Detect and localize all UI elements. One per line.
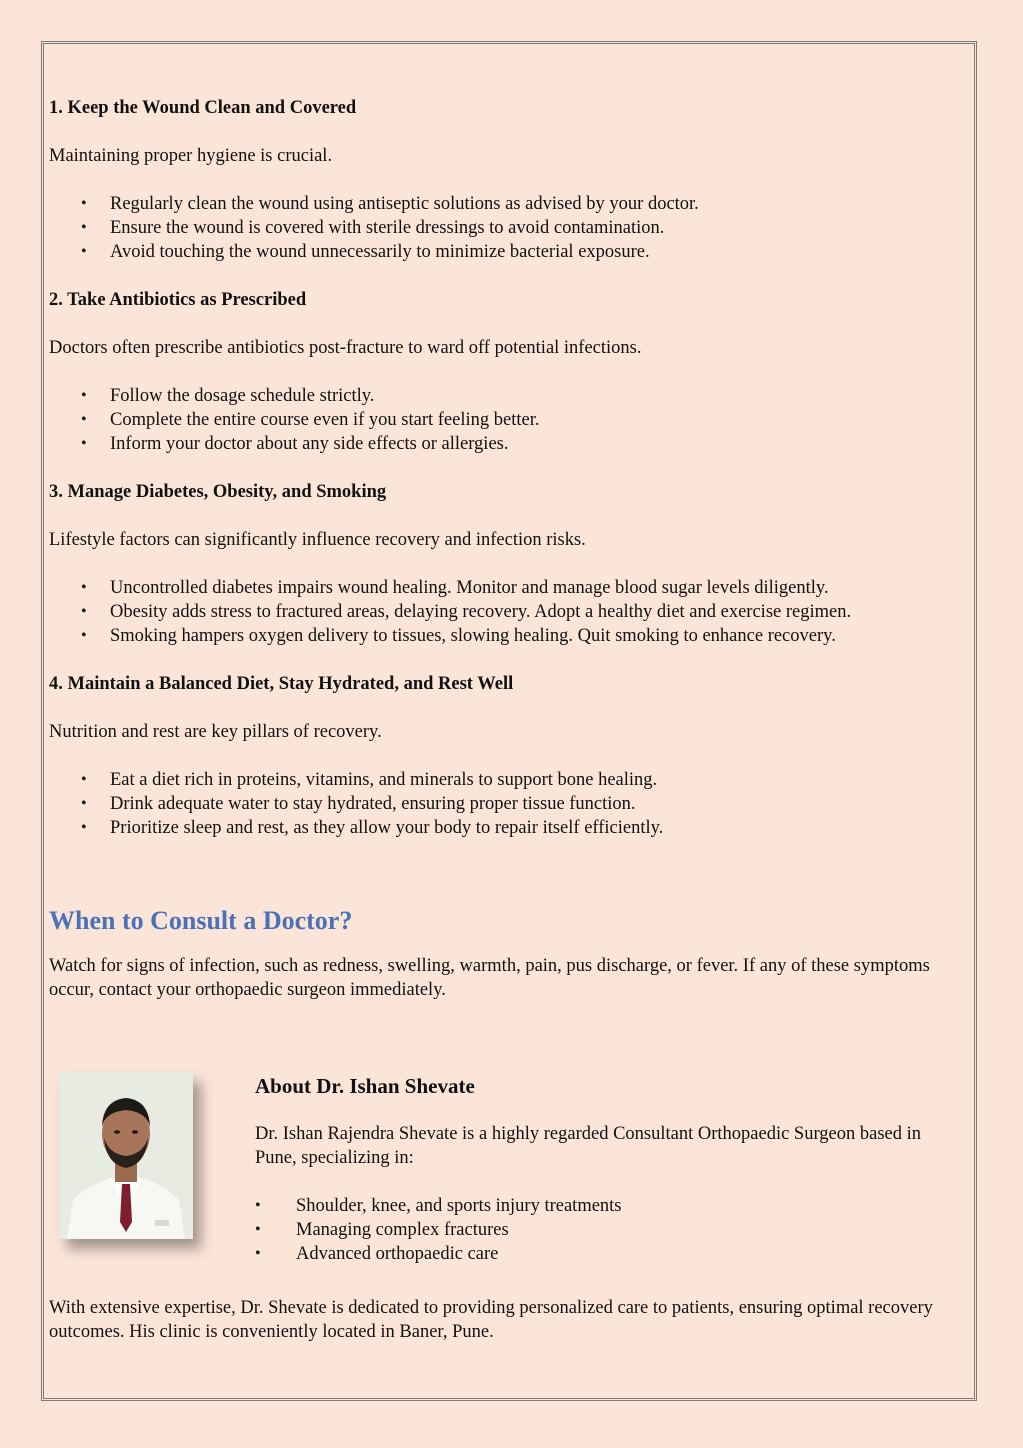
consult-text: Watch for signs of infection, such as redness, swelling, warmth, pain, pus discharge, or fever. If any of these symptoms occur, contact your orthopaedic surgeon immediately. bbox=[49, 956, 930, 1000]
section-wound-care bbox=[49, 96, 969, 264]
section-heading: 1. Keep the Wound Clean and Covered bbox=[49, 98, 357, 118]
list-item: • Uncontrolled diabetes impairs wound healing. Monitor and manage blood sugar levels diligently. bbox=[49, 576, 969, 600]
bullet-list bbox=[49, 768, 969, 840]
closing-paragraph: With extensive expertise, Dr. Shevate is dedicated to providing personalized care to patients, ensuring optimal recovery outcomes. His clinic is conveniently located in Baner, Pune. bbox=[49, 1298, 933, 1342]
specialization-list bbox=[255, 1194, 965, 1266]
list-item: • Prioritize sleep and rest, as they allow your body to repair itself efficiently. bbox=[49, 816, 969, 840]
list-item: • Smoking hampers oxygen delivery to tissues, slowing healing. Quit smoking to enhance recovery. bbox=[49, 624, 969, 648]
section-intro: Doctors often prescribe antibiotics post-fracture to ward off potential infections. bbox=[49, 338, 642, 358]
list-item: • Ensure the wound is covered with sterile dressings to avoid contamination. bbox=[49, 216, 969, 240]
list-item: • Drink adequate water to stay hydrated, ensuring proper tissue function. bbox=[49, 792, 969, 816]
document-body bbox=[49, 96, 969, 1344]
section-antibiotics bbox=[49, 288, 969, 456]
doctor-photo bbox=[59, 1072, 193, 1239]
section-intro: Nutrition and rest are key pillars of recovery. bbox=[49, 722, 382, 742]
about-description: Dr. Ishan Rajendra Shevate is a highly regarded Consultant Orthopaedic Surgeon based in Pune, specializing in: bbox=[255, 1124, 922, 1168]
bullet-list bbox=[49, 576, 969, 648]
list-item: • Advanced orthopaedic care bbox=[255, 1242, 965, 1266]
list-item: • Follow the dosage schedule strictly. bbox=[49, 384, 969, 408]
consult-heading: When to Consult a Doctor? bbox=[49, 906, 353, 935]
list-item: • Inform your doctor about any side effects or allergies. bbox=[49, 432, 969, 456]
list-item: • Avoid touching the wound unnecessarily to minimize bacterial exposure. bbox=[49, 240, 969, 264]
list-item: • Obesity adds stress to fractured areas, delaying recovery. Adopt a healthy diet and exercise regimen. bbox=[49, 600, 969, 624]
section-heading: 2. Take Antibiotics as Prescribed bbox=[49, 290, 307, 310]
about-doctor-block bbox=[49, 1072, 969, 1282]
section-lifestyle bbox=[49, 480, 969, 648]
list-item: • Shoulder, knee, and sports injury treatments bbox=[255, 1194, 965, 1218]
section-heading: 3. Manage Diabetes, Obesity, and Smoking bbox=[49, 482, 387, 502]
about-title: About Dr. Ishan Shevate bbox=[255, 1074, 475, 1098]
section-heading: 4. Maintain a Balanced Diet, Stay Hydrated, and Rest Well bbox=[49, 674, 514, 694]
list-item: • Eat a diet rich in proteins, vitamins, and minerals to support bone healing. bbox=[49, 768, 969, 792]
list-item: • Complete the entire course even if you start feeling better. bbox=[49, 408, 969, 432]
list-item: • Managing complex fractures bbox=[255, 1218, 965, 1242]
doctor-portrait-image bbox=[59, 1072, 193, 1239]
section-intro: Lifestyle factors can significantly influence recovery and infection risks. bbox=[49, 530, 586, 550]
about-text-column bbox=[255, 1072, 965, 1266]
list-item: • Regularly clean the wound using antiseptic solutions as advised by your doctor. bbox=[49, 192, 969, 216]
section-intro: Maintaining proper hygiene is crucial. bbox=[49, 146, 333, 166]
bullet-list bbox=[49, 384, 969, 456]
bullet-list bbox=[49, 192, 969, 264]
section-diet-rest bbox=[49, 672, 969, 840]
